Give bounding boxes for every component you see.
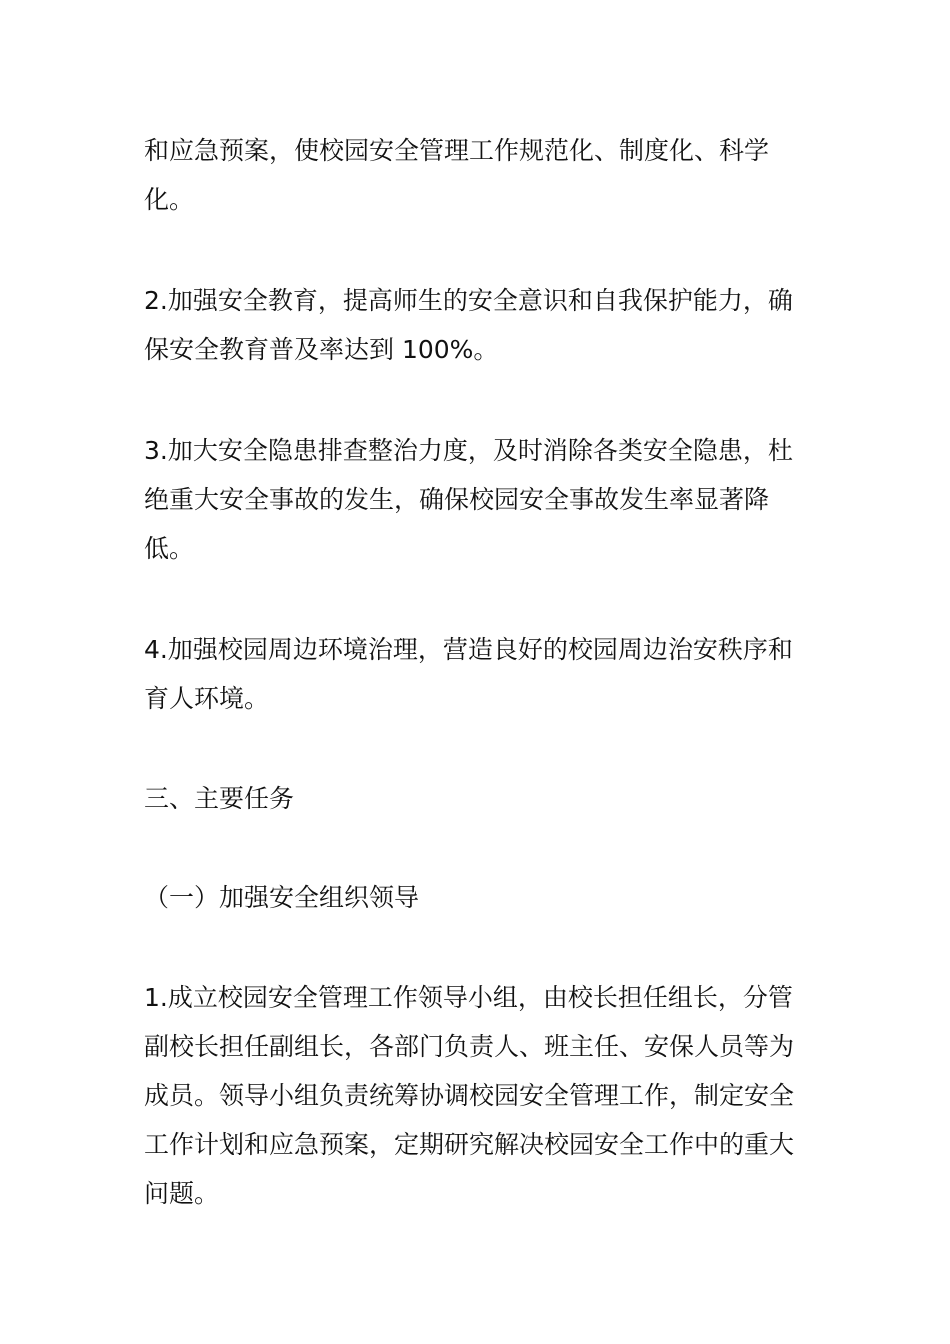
paragraph-goal-3: 3.加大安全隐患排查整治力度，及时消除各类安全隐患，杜绝重大安全事故的发生，确保校园安全事故发生率显著降低。 <box>144 436 793 563</box>
paragraph-goal-continued: 和应急预案，使校园安全管理工作规范化、制度化、科学化。 <box>144 136 770 214</box>
paragraph-task-1: 1.成立校园安全管理工作领导小组，由校长担任组长，分管副校长担任副组长，各部门负责人、班主任、安保人员等为成员。领导小组负责统筹协调校园安全管理工作，制定安全工作计划和应急预案，定期研究解决校园安全工作中的重大问题。 <box>144 983 795 1208</box>
section-heading: 三、主要任务 <box>144 784 295 813</box>
paragraph-goal-2: 2.加强安全教育，提高师生的安全意识和自我保护能力，确保安全教育普及率达到 100%。 <box>144 286 793 364</box>
subsection-heading: （一）加强安全组织领导 <box>144 883 420 912</box>
paragraph-goal-4: 4.加强校园周边环境治理，营造良好的校园周边治安秩序和育人环境。 <box>144 635 793 713</box>
